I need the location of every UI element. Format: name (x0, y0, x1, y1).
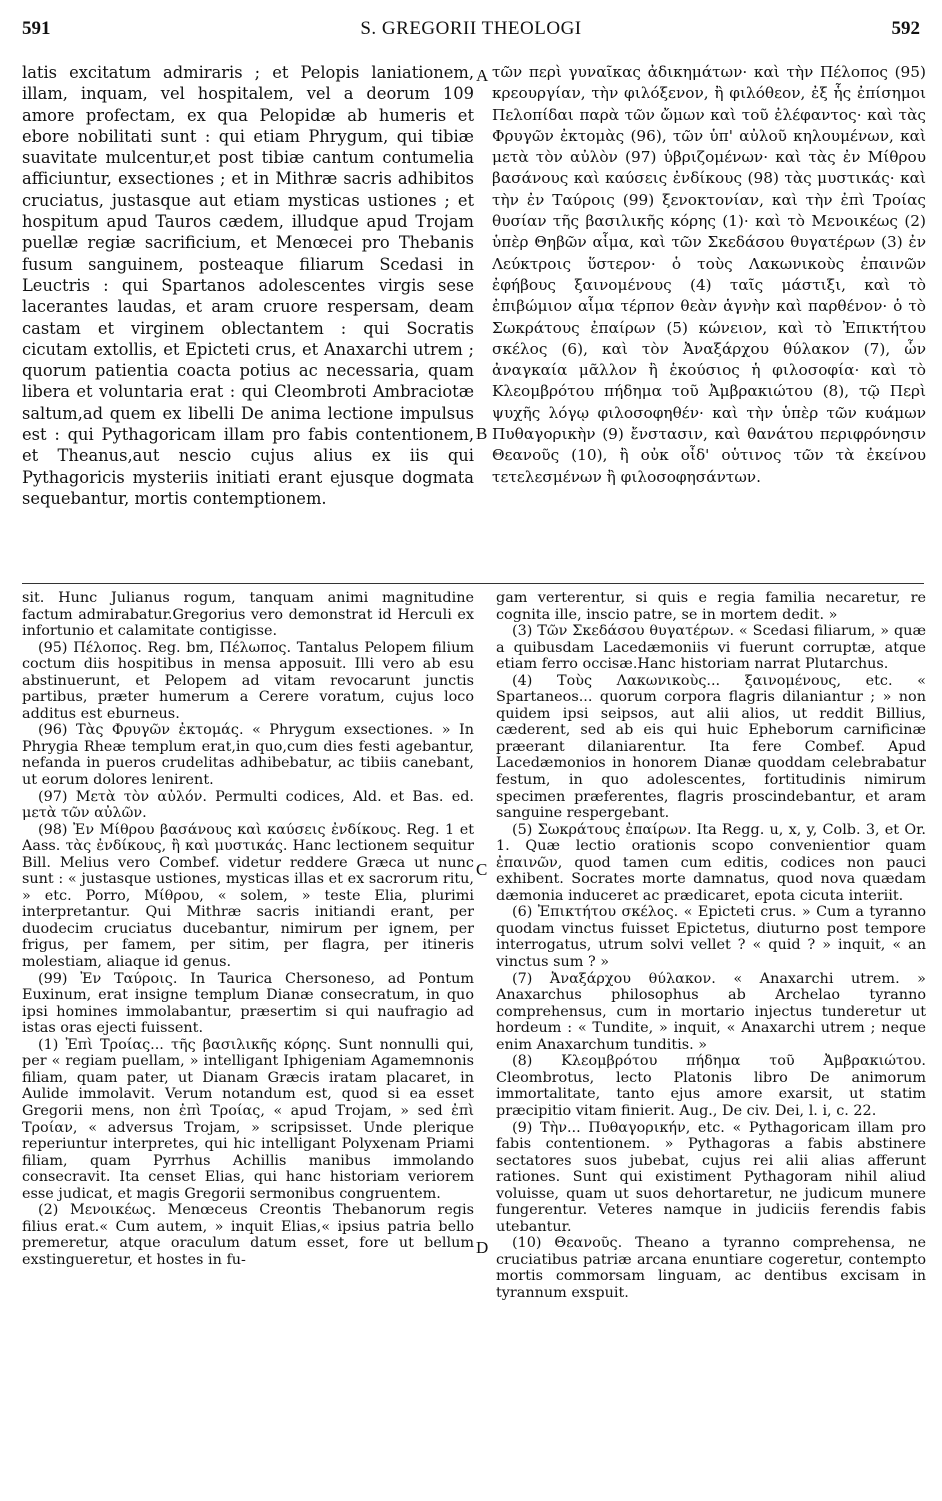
greek-paragraph: τῶν περὶ γυναῖκας ἀδικημάτων· καὶ τὴν Πέλοπος (95) κρεουργίαν, τὴν φιλόξενον, ἢ φιλόθεον, ἐξ ἧς ἐπίσημοι Πελοπίδαι παρὰ τῶν ὤμων καὶ τοῦ ἐλέφαντος· καὶ τὰς Φρυγῶν ἐκτομὰς (96), τῶν ὑπ' αὐλοῦ κηλουμένων, καὶ μετὰ τὸν αὐλὸν (97) ὑβριζομένων· καὶ τὰς ἐν Μίθρου βασάνους καὶ καύσεις ἐνδίκους (98) τὰς μυστικάς· καὶ τὴν ἐν Ταύροις (99) ξενοκτονίαν, καὶ τὴν ἐπὶ Τροίας θυσίαν τῆς βασιλικῆς κόρης (1)· καὶ τὸ Μενοικέως (2) ὑπὲρ Θηβῶν αἷμα, καὶ τῶν Σκεδάσου θυγατέρων (3) ἐν Λεύκτροις ὕστερον· ὁ τοὺς Λακωνικοὺς ἐπαινῶν ἐφήβους ξαινομένους (4) ταῖς μάστιξι, καὶ τὸ ἐπιβώμιον αἷμα τέρπον θεὰν ἁγνὴν καὶ παρθένον· ὁ τὸ Σωκράτους ἐπαίρων (5) κώνειον, καὶ τὸ Ἐπικτήτου σκέλος (6), καὶ τὸν Ἀναξάρχου θύλακον (7), ὧν ἀναγκαία μᾶλλον ἢ ἑκούσιος ἡ φιλοσοφία· καὶ τὸ Κλεομβρότου πήδημα τοῦ Ἀμβρακιώτου (8), τῷ Περὶ ψυχῆς λόγῳ φιλοσοφηθέν· καὶ τὴν ὑπὲρ τῶν κυάμων Πυθαγορικὴν (9) ἔνστασιν, καὶ θανάτου περιφρόνησιν Θεανοῦς (10), ἢ οὐκ οἶδ' οὑτινος τῶν τὰ ἐκείνου τετελεσμένων ἢ φιλοσοφησάντων. (492, 63, 926, 486)
footnote: (8) Κλεομβρότου πήδημα τοῦ Ἀμβρακιώτου. Cleombrotus, lecto Platonis libro De animorum immortalitate, tanto ejus amore exarsit, ut statim præcipitio vitam finierit. Aug., De civ. Dei, l. i, c. 22. (496, 1053, 926, 1119)
separator-rule (22, 583, 924, 584)
footnote: (3) Τῶν Σκεδάσου θυγατέρων. « Scedasi filiarum, » quæ a quibusdam Lacedæmoniis vi fuerunt corruptæ, atque etiam ferro occisæ.Hanc historiam narrat Plutarchus. (496, 623, 926, 673)
footnote: (98) Ἐν Μίθρου βασάνους καὶ καύσεις ἐνδίκους. Reg. 1 et Aass. τὰς ἐνδίκους, ἢ καὶ μυστικάς. Hanc lectionem sequitur Bill. Melius vero Combef. videtur reddere Græca ut nunc sunt : « justasque ustiones, mysticas illas et ex sacrorum ritu, » etc. Porro, Μίθρου, « solem, » teste Elia, plurimi interpretantur. Qui Mithræ sacris initiandi erant, per duodecim cruciatus ducebantur, nimirum per ignem, per frigus, per famem, per sitim, per flagra, per itineris molestiam, aliaque id genus. (22, 821, 474, 971)
footnote: (5) Σωκράτους ἐπαίρων. Ita Regg. u, x, y, Colb. 3, et Or. 1. Quæ lectio orationis scopo convenientior quam ἐπαινῶν, quod tamen cum editis, codices non pauci exhibent. Socrates morte damnatus, quod nova quædam dæmonia induceret ac prædicaret, epota cicuta interiit. (496, 821, 926, 904)
footnote: (95) Πέλοπος. Reg. bm, Πέλωπος. Tantalus Pelopem filium coctum diis hospitibus in mensa apposuit. Illi vero ab esu abstinuerunt, et Pelopem ad vitam revocarunt junctis partibus, præter humerum a Cerere voratum, cujus loco additus est eburneus. (22, 639, 474, 722)
footnote: (99) Ἐν Ταύροις. In Taurica Chersoneso, ad Pontum Euxinum, erat insigne templum Dianæ consecratum, in quo ipsi homines immolabantur, præsertim si qui naufragio ad istas oras ejecti fuissent. (22, 970, 474, 1037)
footnote: (4) Τοὺς Λακωνικοὺς... ξαινομένους, etc. « Spartaneos... quorum corpora flagris dilaniantur ; » non quidem ipsi seipsos, aut alii alios, ut reddit Billius, cæderent, sed ab eis qui huic Epheborum carnificinæ præerant dilaniarentur. Ita fere Combef. Apud Lacedæmonios in honorem Dianæ quoddam celebrabatur festum, in quo adolescentes, fortitudinis nimirum specimen præferentes, flagris proscindebantur, et aram sanguine respergebant. (496, 672, 926, 822)
footnote: (97) Μετὰ τὸν αὐλόν. Permulti codices, Ald. et Bas. ed. μετὰ τῶν αὐλῶν. (22, 788, 474, 822)
footnote: (10) Θεανοῦς. Theano a tyranno comprehensa, ne cruciatibus patriæ arcana enuntiare cogeretur, contempto mortis commorsam linguam, ac dentibus excisam in tyrannum exspuit. (496, 1235, 926, 1301)
footnote: (6) Ἐπικτήτου σκέλος. « Epicteti crus. » Cum a tyranno quodam vinctus fuisset Epictetus, diuturno post tempore interrogatus, utrum solvi vellet ? « quid ? » inquit, « an vinctus sum ? » (496, 904, 926, 971)
greek-main-text (492, 62, 926, 552)
footnote: (96) Τὰς Φρυγῶν ἐκτομάς. « Phrygum exsectiones. » In Phrygia Rheæ templum erat,in quo,cum dies festi agebantur, nefanda in pueros crudelitas adhibebatur, ac tibiis canebant, ut eorum dolores lenirent. (22, 722, 474, 789)
margin-letter-b: B (476, 424, 488, 443)
footnote: (1) Ἐπὶ Τροίας... τῆς βασιλικῆς κόρης. Sunt nonnulli qui, per « regiam puellam, » intelligant Iphigeniam Agamemnonis filiam, quam pater, ut Dianam Græcis iratam placaret, in Aulide immolavit. Verum notandum est, quod si ea esset Gregorii mens, non ἐπὶ Τροίας, « apud Trojam, » sed ἐπὶ Τροίαν, « adversus Trojam, » scripsisset. Unde plerique reperiuntur interpretes, qui hic intelligant Polyxenam Priami filiam, quam Pyrrhus Achillis manibus immolando consecravit. Ita censet Elias, qui hanc historiam veriorem esse judicat, et magis Gregorii sermonibus congruentem. (22, 1036, 474, 1202)
margin-letter-d: D (476, 1238, 489, 1257)
footnote: (2) Μενοικέως. Menœceus Creontis Thebanorum regis filius erat.« Cum autem, » inquit Elias,« ipsius patria bello premeretur, atque oraculum datum esset, fore ut bellum exstingueretur, et hostes in fu- (22, 1202, 474, 1268)
footnote: (7) Ἀναξάρχου θύλακον. « Anaxarchi utrem. » Anaxarchus philosophus ab Archelao tyranno comprehensus, cum in mortario injectus tunderetur ut hordeum : « Tundite, » inquit, « Anaxarchi utrem ; neque enim Anaxarchum tunditis. » (496, 970, 926, 1053)
footnote: (9) Τὴν... Πυθαγορικήν, etc. « Pythagoricam illam pro fabis contentionem. » Pythagoras a fabis abstinere sectatores suos jubebat, cujus rei alii alias afferunt rationes. Sunt qui existiment Pythagoram nihil aliud voluisse, quam ut suos dehortaretur, ne judicum munere fungerentur. Veteres namque in judiciis ferendis fabis utebantur. (496, 1119, 926, 1235)
page-number-left: 591 (22, 18, 51, 39)
margin-letter-a: A (476, 66, 489, 85)
page-number-right: 592 (891, 18, 920, 39)
footnotes-right-column (496, 590, 926, 1495)
latin-main-text (22, 62, 474, 582)
footnote: gam verterentur, si quis e regia familia necaretur, re cognita ille, inscio patre, se in mortem dedit. » (496, 590, 926, 623)
footnote: sit. Hunc Julianus rogum, tanquam animi magnitudine factum admirabatur.Gregorius vero demonstrat id Herculi ex infortunio et calamitate contigisse. (22, 590, 474, 640)
latin-paragraph: latis excitatum admiraris ; et Pelopis laniationem, illam, inquam, vel hospitalem, vel a deorum 109 amore profectam, ex qua Pelopidæ ab humeris et ebore nobilitati sunt : qui etiam Phrygum, qui tibiæ suavitate mulcentur,et post tibiæ cantum contumelia afficiuntur, exsectiones ; et in Mithræ sacris adhibitos cruciatus, justasque aut etiam mysticas ustiones ; et hospitum apud Tauros cædem, illudque apud Trojam puellæ regiæ sacrificium, et Menœcei pro Thebanis fusum sanguinem, posteaque filiarum Scedasi in Leuctris : qui Spartanos adolescentes virgis sese lacerantes laudas, et aram cruore respersam, deam castam et virginem oblectantem : qui Socratis cicutam extollis, et Epicteti crus, et Anaxarchi utrem ; quorum patientia coacta potius ac necessaria, quam libera et voluntaria erat : qui Cleombroti Ambraciotæ saltum,ad quem ex libelli De anima lectione impulsus est : qui Pythagoricam illam pro fabis contentionem, et Theanus,aut nescio cujus alius ex iis qui Pythagoricis mysteriis initiati erant ejusque dogmata sequebantur, mortis contemptionem. (22, 63, 474, 508)
running-title: S. GREGORII THEOLOGI (360, 18, 582, 39)
footnotes-left-column (22, 590, 474, 1495)
margin-letter-c: C (476, 860, 488, 879)
running-header (22, 14, 920, 48)
